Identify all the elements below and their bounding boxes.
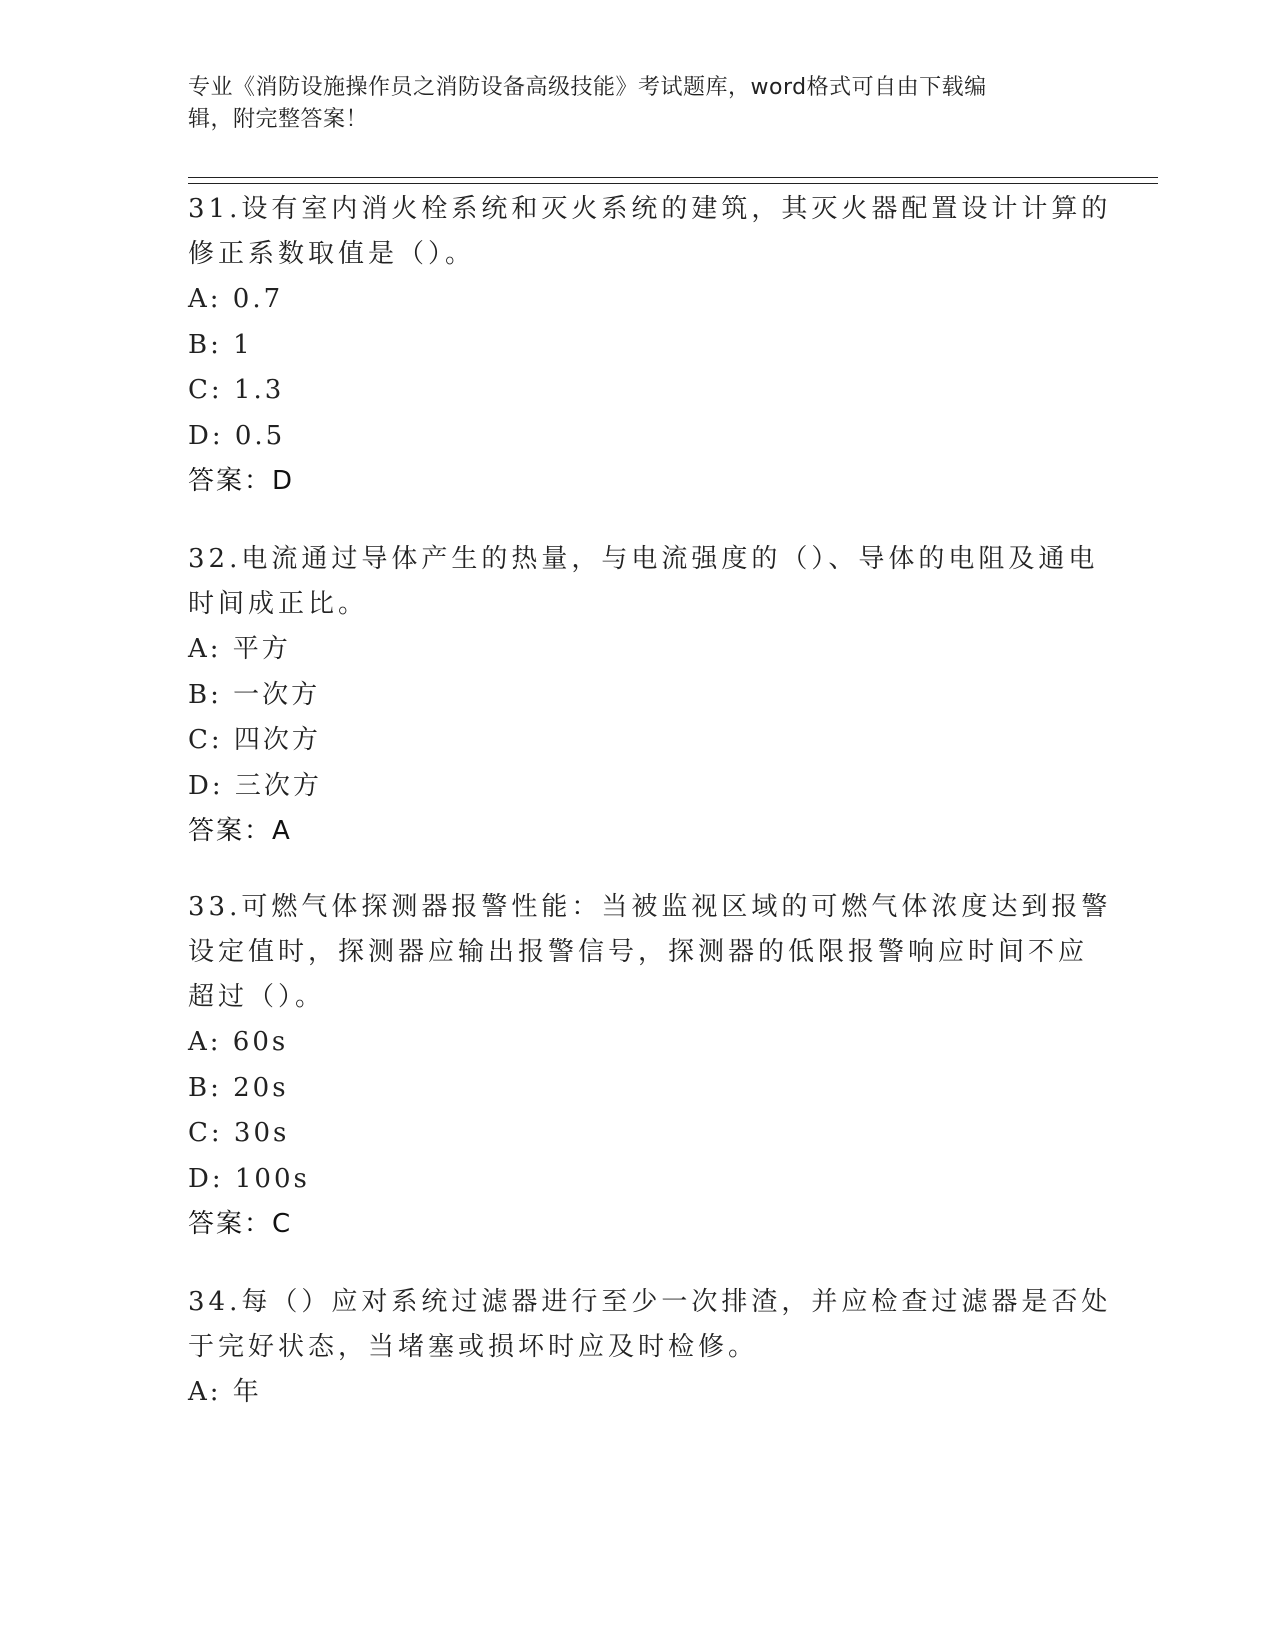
question-33 [188,885,1112,1247]
question-stem-line: 时间成正比。 [188,589,369,619]
answer: 答案：C [188,1209,293,1239]
question-stem-line: 33.可燃气体探测器报警性能：当被监视区域的可燃气体浓度达到报警 [188,892,1112,922]
answer: 答案：A [188,816,292,846]
question-stem-line: 设定值时，探测器应输出报警信号，探测器的低限报警响应时间不应 [188,937,1089,967]
option-b: B: 20s [188,1072,289,1103]
question-stem-line: 32.电流通过导体产生的热量，与电流强度的（）、导体的电阻及通电 [188,544,1099,574]
header-rule-top [188,177,1158,178]
option-d: D: 100s [188,1163,310,1194]
header-line-1: 专业《消防设施操作员之消防设备高级技能》考试题库，word格式可自由下载编 [188,75,987,100]
option-d: D: 0.5 [188,420,286,451]
question-stem-line: 修正系数取值是（）。 [188,239,476,269]
option-b: B: 1 [188,329,253,360]
question-stem-line: 34.每（）应对系统过滤器进行至少一次排渣，并应检查过滤器是否处 [188,1287,1112,1317]
option-c: C: 四次方 [188,725,321,755]
option-a: A: 60s [188,1027,289,1057]
answer: 答案：D [188,466,295,496]
header-line-2: 辑，附完整答案！ [188,107,369,132]
header-rule-bottom [188,183,1158,184]
option-c: C: 1.3 [188,375,285,405]
option-a: A: 0.7 [188,284,284,314]
question-stem-line: 超过（）。 [188,982,326,1012]
option-d: D: 三次方 [188,770,322,801]
option-c: C: 30s [188,1118,290,1148]
question-34 [188,1280,1112,1416]
option-b: B: 一次方 [188,679,321,710]
question-stem-line: 31.设有室内消火栓系统和灭火系统的建筑，其灭火器配置设计计算的 [188,194,1112,224]
document-header [188,72,1078,136]
question-stem-line: 于完好状态，当堵塞或损坏时应及时检修。 [188,1332,759,1362]
question-32 [188,537,1099,854]
option-a: A: 年 [188,1377,262,1407]
question-31 [188,187,1112,504]
option-a: A: 平方 [188,634,291,664]
